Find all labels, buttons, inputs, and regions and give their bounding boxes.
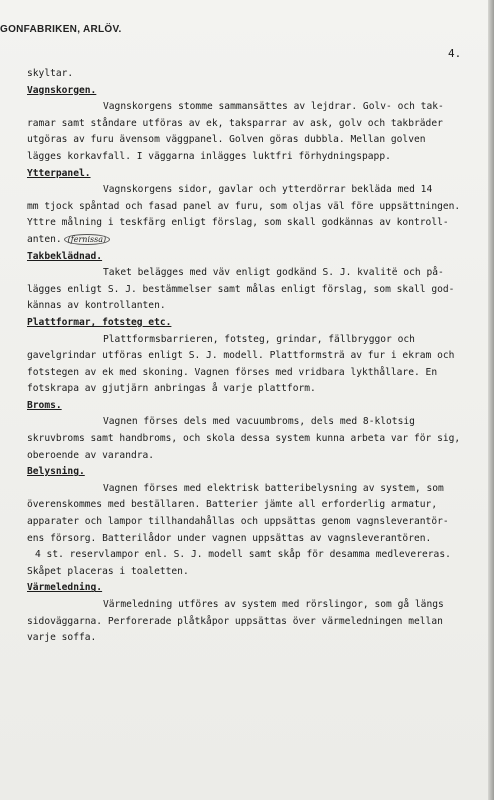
body-text-line bbox=[27, 564, 477, 581]
body-text-line bbox=[27, 298, 477, 315]
body-text-line bbox=[27, 481, 477, 498]
body-text: 4 st. reservlampor enl. S. J. modell samt skåp för desamma medlevereras. bbox=[35, 549, 451, 561]
body-text-line bbox=[27, 630, 477, 647]
body-text: sidoväggarna. Perforerade plåtkåpor uppsättas över värmeledningen mellan bbox=[27, 615, 443, 627]
body-text-line bbox=[27, 448, 477, 465]
body-text: Vagnen förses dels med vacuumbroms, dels med 8-klotsig bbox=[103, 416, 415, 428]
body-text-line bbox=[27, 199, 477, 216]
body-text: överenskommes med beställaren. Batterier jämte all erforderlig armatur, bbox=[27, 499, 438, 511]
body-text-line bbox=[27, 348, 477, 365]
body-text-line bbox=[27, 365, 477, 382]
page-number: 4. bbox=[448, 47, 462, 60]
body-text-line bbox=[27, 116, 477, 133]
body-text: anten. bbox=[27, 233, 62, 245]
body-text-line bbox=[27, 414, 477, 431]
body-text-line bbox=[27, 132, 477, 149]
body-text-line bbox=[27, 149, 477, 166]
body-text: Vagnskorgens sidor, gavlar och ytterdörrar bekläda med 14 bbox=[103, 184, 433, 196]
body-text-line bbox=[27, 265, 477, 282]
body-text-line bbox=[27, 597, 477, 614]
body-text: Vagnen förses med elektrisk batteribelysning av system, som bbox=[103, 482, 444, 494]
body-text: fotstegen av ek med skoning. Vagnen förses med vridbara lykthållare. En bbox=[27, 366, 438, 378]
section-heading-text: Värmeledning. bbox=[27, 582, 103, 594]
section-heading bbox=[27, 580, 477, 597]
body-text-line bbox=[27, 514, 477, 531]
body-text: oberoende av varandra. bbox=[27, 449, 155, 461]
section-heading-text: Ytterpanel. bbox=[27, 167, 91, 179]
body-text-line bbox=[27, 547, 477, 564]
body-text: lägges enligt S. J. bestämmelser samt målas enligt förslag, som skall god- bbox=[27, 283, 455, 295]
document-body bbox=[27, 66, 477, 647]
section-heading-text: Broms. bbox=[27, 399, 62, 411]
section-heading bbox=[27, 166, 477, 183]
body-text: Vagnskorgens stomme sammansättes av lejdrar. Golv- och tak- bbox=[103, 101, 444, 113]
section-heading bbox=[27, 398, 477, 415]
body-text-line bbox=[27, 431, 477, 448]
body-text-line bbox=[27, 332, 477, 349]
body-text-line bbox=[27, 282, 477, 299]
body-text: gavelgrindar utföras enligt S. J. modell. Plattformsträ av fur i ekram och bbox=[27, 350, 455, 362]
body-text: Yttre målning i teskfärg enligt förslag, som skall godkännas av kontroll- bbox=[27, 217, 449, 229]
body-text: Skåpet placeras i toaletten. bbox=[27, 565, 189, 577]
page-edge-shadow bbox=[488, 0, 494, 800]
body-text-line bbox=[27, 497, 477, 514]
body-text: apparater och lampor tillhandahållas och uppsättas genom vagnsleverantör- bbox=[27, 516, 449, 528]
body-text: fotskrapa av gjutjärn anbringas å varje plattform. bbox=[27, 383, 316, 395]
body-text-line bbox=[27, 232, 477, 249]
body-text-line bbox=[27, 614, 477, 631]
body-text: ens försorg. Batterilådor under vagnen uppsättas av vagnsleverantören. bbox=[27, 532, 432, 544]
section-heading bbox=[27, 83, 477, 100]
body-text: skruvbroms samt handbroms, och skola dessa system kunna arbeta var för sig, bbox=[27, 433, 461, 445]
section-heading-text: Vagnskorgen. bbox=[27, 84, 97, 96]
body-text: Taket belägges med väv enligt godkänd S. J. kvalitë och på- bbox=[103, 267, 444, 279]
body-text: lägges korkavfall. I väggarna inlägges luktfri förhydningspapp. bbox=[27, 150, 391, 162]
body-text-line bbox=[27, 381, 477, 398]
body-text-line bbox=[27, 531, 477, 548]
section-heading bbox=[27, 249, 477, 266]
section-heading bbox=[27, 315, 477, 332]
body-text-line bbox=[27, 215, 477, 232]
body-text: mm tjock spåntad och fasad panel av furu, som oljas väl före uppsättningen. bbox=[27, 200, 461, 212]
handwritten-annotation: (fernissa) bbox=[64, 234, 110, 245]
section-heading bbox=[27, 464, 477, 481]
body-text: Värmeledning utföres av system med rörslingor, som gå längs bbox=[103, 599, 444, 610]
body-text: varje soffa. bbox=[27, 632, 97, 644]
body-text: Plattformsbarrieren, fotsteg, grindar, fällbryggor och bbox=[103, 333, 415, 345]
body-text-line bbox=[27, 182, 477, 199]
company-letterhead: GONFABRIKEN, ARLÖV. bbox=[0, 24, 122, 35]
body-text-line bbox=[27, 66, 477, 83]
body-text: ramar samt ståndare utföras av ek, taksparrar av ask, golv och takbräder bbox=[27, 117, 443, 129]
body-text: kännas av kontrollanten. bbox=[27, 300, 166, 312]
body-text-line bbox=[27, 99, 477, 116]
section-heading-text: Belysning. bbox=[27, 466, 85, 478]
section-heading-text: Plattformar, fotsteg etc. bbox=[27, 316, 172, 328]
body-text: utgöras av furu ävensom väggpanel. Golven göras dubbla. Mellan golven bbox=[27, 134, 426, 146]
body-text: skyltar. bbox=[27, 68, 74, 79]
section-heading-text: Takbeklädnad. bbox=[27, 250, 103, 262]
